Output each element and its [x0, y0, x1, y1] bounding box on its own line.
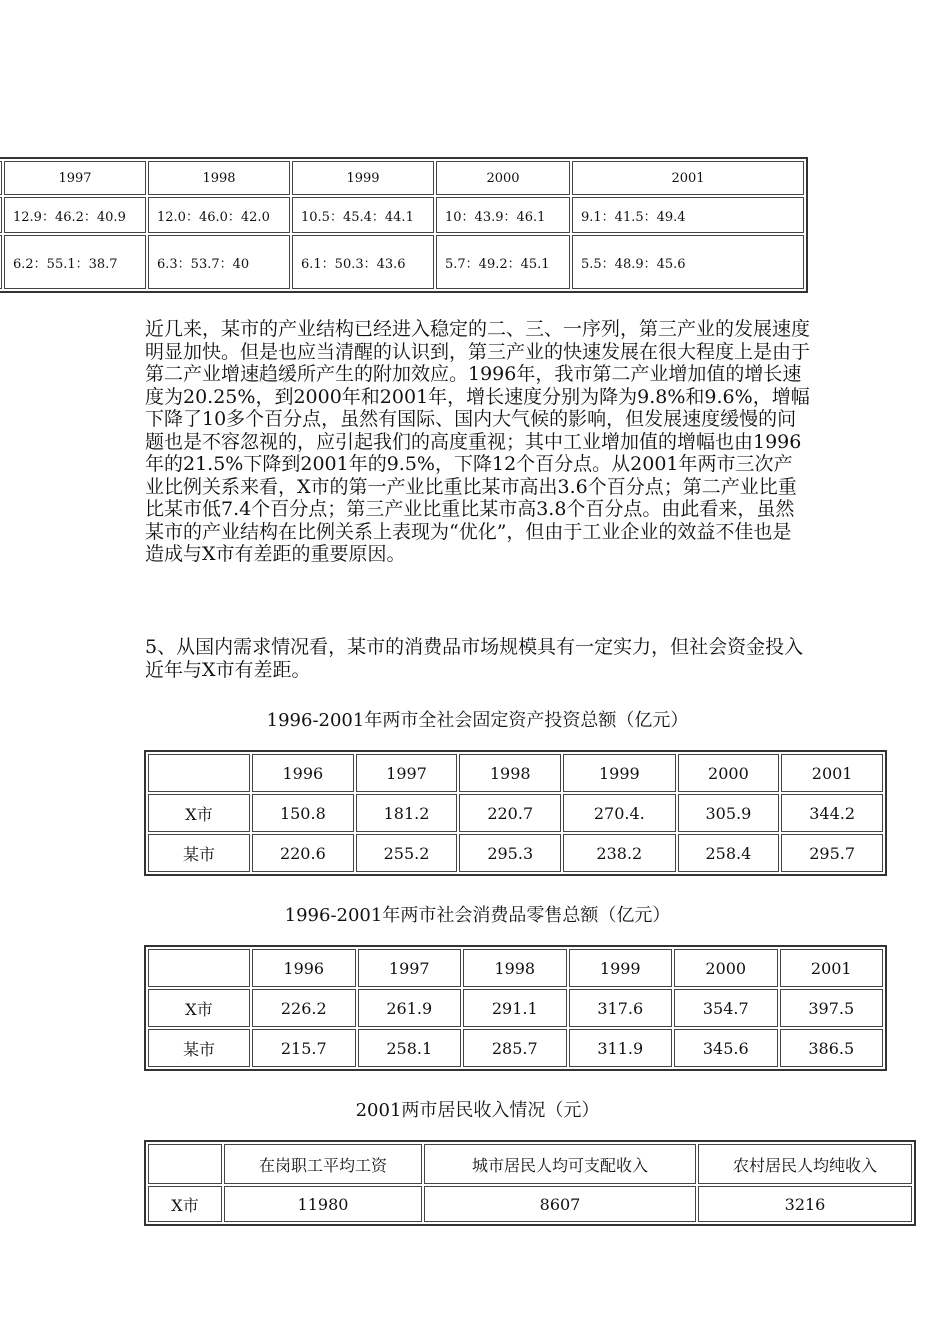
table-cell: 181.2 — [356, 794, 458, 832]
table-cell: 12.0：46.0：42.0 — [148, 197, 290, 233]
table-cell: 6.3：53.7：40 — [148, 235, 290, 289]
table-cell: 238.2 — [563, 834, 676, 872]
table-header-cell: 2000 — [436, 161, 570, 195]
table-header-cell: 1999 — [569, 949, 673, 987]
table-header-cell: 2000 — [678, 754, 780, 792]
table-cell — [148, 949, 250, 987]
table-cell: 220.6 — [252, 834, 354, 872]
table-cell: 397.5 — [780, 989, 884, 1027]
table-cell: 354.7 — [674, 989, 778, 1027]
table-header-cell: 农村居民人均纯收入 — [698, 1144, 912, 1184]
table-header-cell: 1996 — [252, 949, 356, 987]
table-header-cell: 在岗职工平均工资 — [224, 1144, 422, 1184]
table-cell: 5.5：48.9：45.6 — [572, 235, 804, 289]
table-cell: 311.9 — [569, 1029, 673, 1067]
table-header-row — [148, 754, 883, 792]
table-row — [148, 794, 883, 832]
table-row — [148, 1029, 883, 1067]
table-cell: 295.3 — [459, 834, 561, 872]
table-row — [148, 1186, 912, 1222]
table-cell: 11980 — [224, 1186, 422, 1222]
table-cell: 220.7 — [459, 794, 561, 832]
table-header-row — [0, 161, 804, 195]
table-cell: 5.7：49.2：45.1 — [436, 235, 570, 289]
table-header-row — [148, 1144, 912, 1184]
table-header-cell: 1998 — [463, 949, 567, 987]
table-header-cell: 1997 — [356, 754, 458, 792]
table-header-cell: 1997 — [358, 949, 462, 987]
table-cell: 10：43.9：46.1 — [436, 197, 570, 233]
row-label: X市 — [148, 1186, 222, 1222]
table-cell: 285.7 — [463, 1029, 567, 1067]
table-cell: 6.1：50.3：43.6 — [292, 235, 434, 289]
table-row — [148, 989, 883, 1027]
table-cell — [0, 161, 2, 195]
table-cell: 150.8 — [252, 794, 354, 832]
row-label: 某市 — [148, 1029, 250, 1067]
table-header-cell: 2001 — [780, 949, 884, 987]
table-cell: 9.1：41.5：49.4 — [572, 197, 804, 233]
industry-ratio-table — [0, 157, 808, 293]
table-header-cell: 1998 — [459, 754, 561, 792]
table-header-cell: 城市居民人均可支配收入 — [424, 1144, 696, 1184]
table-cell: 258.4 — [678, 834, 780, 872]
table-header-cell: 1997 — [4, 161, 146, 195]
table-header-cell: 2001 — [781, 754, 883, 792]
table-header-cell: 2001 — [572, 161, 804, 195]
table-cell: 226.2 — [252, 989, 356, 1027]
table-cell: 305.9 — [678, 794, 780, 832]
table-cell — [148, 754, 250, 792]
table-header-cell: 1999 — [292, 161, 434, 195]
table-cell: 3216 — [698, 1186, 912, 1222]
table-row — [0, 197, 804, 233]
table-cell — [0, 197, 2, 233]
row-label: 某市 — [148, 834, 250, 872]
table-header-row — [148, 949, 883, 987]
table-cell: 12.9：46.2：40.9 — [4, 197, 146, 233]
table-cell: 261.9 — [358, 989, 462, 1027]
table-caption: 1996-2001年两市全社会固定资产投资总额（亿元） — [266, 710, 689, 731]
table-cell: 8607 — [424, 1186, 696, 1222]
table-cell: 317.6 — [569, 989, 673, 1027]
row-label: X市 — [148, 989, 250, 1027]
table-cell: 386.5 — [780, 1029, 884, 1067]
table-header-cell: 2000 — [674, 949, 778, 987]
row-label: X市 — [148, 794, 250, 832]
table-cell: 270.4. — [563, 794, 676, 832]
table-cell: 295.7 — [781, 834, 883, 872]
table-cell — [0, 235, 2, 289]
table-cell: 345.6 — [674, 1029, 778, 1067]
table-cell: 344.2 — [781, 794, 883, 832]
table-cell: 291.1 — [463, 989, 567, 1027]
table-caption: 1996-2001年两市社会消费品零售总额（亿元） — [284, 905, 671, 926]
table-row — [148, 834, 883, 872]
table-cell: 215.7 — [252, 1029, 356, 1067]
table-cell: 258.1 — [358, 1029, 462, 1067]
table-row — [0, 235, 804, 289]
table-header-cell: 1996 — [252, 754, 354, 792]
investment-table — [144, 750, 887, 876]
body-paragraph: 5、从国内需求情况看，某市的消费品市场规模具有一定实力，但社会资金投入近年与X市有差距。 — [145, 636, 804, 681]
table-header-cell: 1999 — [563, 754, 676, 792]
table-header-cell: 1998 — [148, 161, 290, 195]
table-cell — [148, 1144, 222, 1184]
table-cell: 255.2 — [356, 834, 458, 872]
income-table — [144, 1140, 916, 1226]
table-caption: 2001两市居民收入情况（元） — [355, 1100, 600, 1121]
table-cell: 6.2：55.1：38.7 — [4, 235, 146, 289]
table-cell: 10.5：45.4：44.1 — [292, 197, 434, 233]
body-paragraph: 近几来，某市的产业结构已经进入稳定的二、三、一序列，第三产业的发展速度明显加快。但是也应当清醒的认识到，第三产业的快速发展在很大程度上是由于第二产业增速趋缓所产生的附加效应。1996年，我市第二产业增加值的增长速度为20.25%，到2000年和2001年，增长速度分别为降为9.8%和9.6%，增幅下降了10多个百分点，虽然有国际、国内大气候的影响，但发展速度缓慢的问题也是不容忽视的，应引起我们的高度重视；其中工业增加值的增幅也由1996年的21.5%下降到2001年的9.5%，下降12个百分点。从2001年两市三次产业比例关系来看，X市的第一产业比重比某市高出3.6个百分点；第二产业比重比某市低7.4个百分点；第三产业比重比某市高3.8个百分点。由此看来，虽然某市的产业结构在比例关系上表现为“优化”，但由于工业企业的效益不佳也是造成与X市有差距的重要原因。 — [145, 318, 811, 565]
retail-sales-table — [144, 945, 887, 1071]
